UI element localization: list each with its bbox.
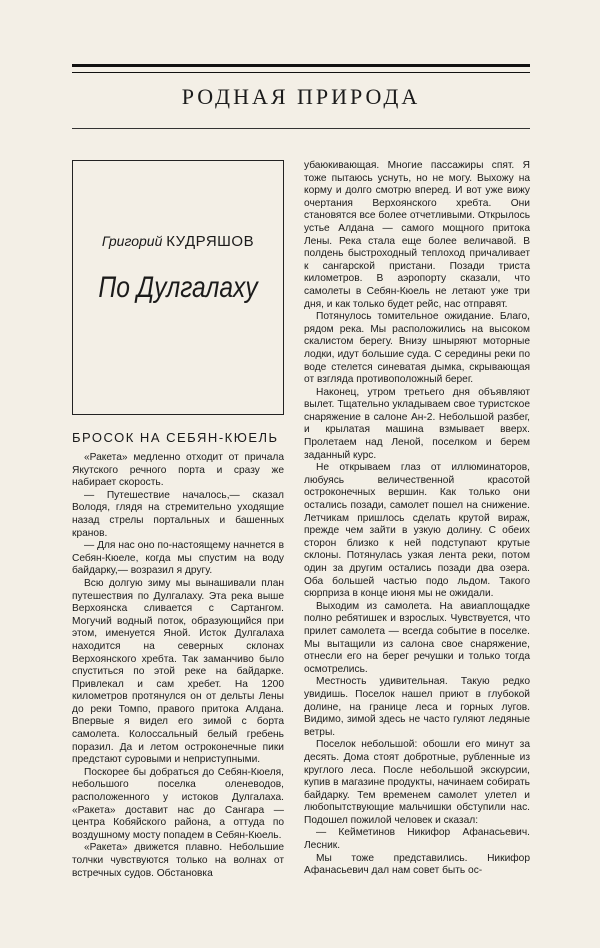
paragraph: Поскорее бы добраться до Себян-Кюеля, небольшого поселка оленеводов, расположенного у истоков Дулгалаха. «Ракета» доставит нас до Сангара — центра Кобяйского района, а оттуда по воздушному мосту попадем в Себян-Кюель. — [72, 766, 284, 841]
paragraph: Поселок небольшой: обошли его минут за десять. Дома стоят добротные, рубленные из круглого леса. После небольшой экскурсии, купив в магазине продукты, начинаем собирать байдарку. Тем временем самолет улетел и любопытствующие мальчишки обступили нас. Подошел пожилой человек и сказал: — [304, 739, 530, 826]
paragraph: Не открываем глаз от иллюминаторов, любуясь величественной красотой остроконечных вершин. Как только они остались позади, самолет пошел на снижение. Летчикам пришлось сделать крутой вираж, прежде чем зайти в узкую долину. С обеих сторон близко к ней подступают крутые склоны. Потянулась узкая лента реки, потом один за другим остались позади два озера. Оба большей частью подо льдом. Такого сюрприза в конце июня мы не ожидали. — [304, 462, 530, 600]
author-first-name: Григорий — [101, 233, 163, 249]
left-column — [72, 452, 284, 880]
paragraph: Всю долгую зиму мы вынашивали план путешествия по Дулгалаху. Эта река выше Верхоянска сливается с Сартангом. Могучий водный поток, образующийся при этом, именуется Яной. Исток Дулгалаха находится на северных склонах Верхоянского хребта. Так заманчиво было спуститься по этой реке на байдарке. Привлекал и сам хребет. На 1200 километров протянулся он от дельты Лены до реки Томпо, правого притока Алдана. Впервые я видел его зимой с борта самолета. Колоссальный белый гребень поразил. Да и летом остроконечные пики предстают суровыми и неприступными. — [72, 577, 284, 766]
paragraph: Выходим из самолета. На авиаплощадке полно ребятишек и взрослых. Чувствуется, что прилет самолета — всегда событие в поселке. Мы вытащили из салона свое снаряжение, отнесли его на берег речушки и только тогда осмотрелись. — [304, 600, 530, 675]
title-box — [72, 160, 284, 415]
section-title: РОДНАЯ ПРИРОДА — [181, 84, 421, 109]
paragraph: «Ракета» медленно отходит от причала Якутского речного порта и сразу же набирает скорость. — [72, 452, 284, 489]
paragraph: — Для нас оно по-настоящему начнется в Себян-Кюеле, когда мы спустим на воду байдарку,— возразил я другу. — [72, 540, 284, 577]
right-column — [304, 160, 530, 878]
top-rule-thick — [72, 64, 530, 67]
author — [73, 233, 283, 250]
work-title: По Дулгалаху — [98, 271, 258, 304]
author-last-name: КУДРЯШОВ — [166, 233, 255, 250]
paragraph: — Путешествие началось,— сказал Володя, глядя на стремительно уходящие назад стрелы портальных и башенных кранов. — [72, 489, 284, 539]
paragraph: Местность удивительная. Такую редко увидишь. Поселок нашел приют в глубокой долине, на границе леса и горных лугов. Видимо, зимой здесь не часто гуляют ледяные ветры. — [304, 676, 530, 738]
paragraph: убаюкивающая. Многие пассажиры спят. Я тоже пытаюсь уснуть, но не могу. Выхожу на корму и долго смотрю вперед. И вот уже вижу очертания Верхоянского хребта. Они становятся все более отчетливыми. Открылось устье Алдана — самого мощного притока Лены. Река стала еще более величавой. В полдень быстроходный теплоход причаливает к сангарской пристани. Позади триста километров. В аэропорту сказали, что самолеты в Себян-Кюель не летают уже три дня, и как только будет рейс, нас отправят. — [304, 160, 530, 310]
chapter-heading: БРОСОК НА СЕБЯН-КЮЕЛЬ — [72, 430, 279, 445]
top-rule-thin — [72, 72, 530, 73]
paragraph: Наконец, утром третьего дня объявляют вылет. Тщательно укладываем свое туристское снаряжение в салоне Ан-2. Небольшой разбег, и крылатая машина взмывает вверх. Пролетаем над Леной, поселком и берем заданный курс. — [304, 386, 530, 461]
paragraph: Потянулось томительное ожидание. Благо, рядом река. Мы расположились на высоком скалистом берегу. Внизу шныряют моторные лодки, идут большие суда. С середины реки по воде стелется синеватая дымка, скрывающая от взгляда противоположный берег. — [304, 311, 530, 386]
paragraph: — Кейметинов Никифор Афанасьевич. Лесник. — [304, 827, 530, 852]
section-rule — [72, 128, 530, 129]
paragraph: «Ракета» движется плавно. Небольшие толчки чувствуются только на волнах от встречных судов. Обстановка — [72, 842, 284, 879]
paragraph: Мы тоже представились. Никифор Афанасьевич дал нам совет быть ос- — [304, 852, 530, 877]
